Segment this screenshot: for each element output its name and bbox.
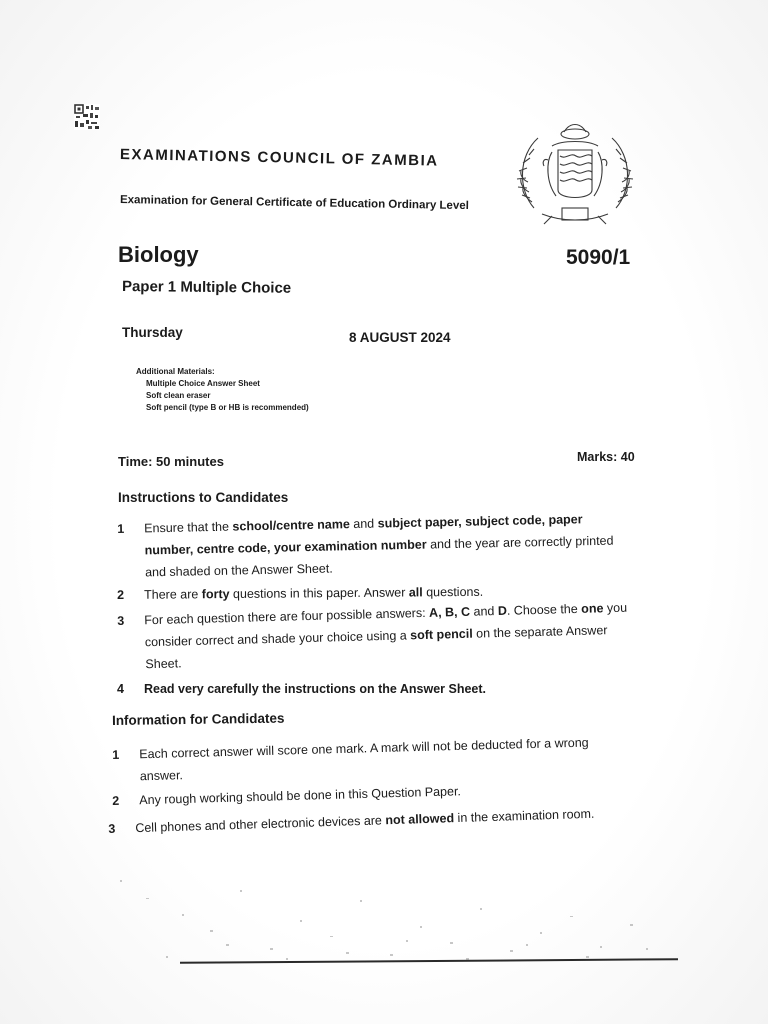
item-number: 3	[117, 613, 125, 628]
item-text: Any rough working should be done in this Question Paper.	[139, 784, 462, 808]
item-number: 1	[112, 747, 120, 762]
exam-date: 8 AUGUST 2024	[349, 330, 451, 345]
qr-code-icon	[74, 104, 100, 130]
item-number: 2	[112, 793, 120, 808]
time-allowed: Time: 50 minutes	[118, 454, 224, 469]
subject-name: Biology	[118, 242, 199, 267]
item-text: Cell phones and other electronic devices are not allowed in the examination room.	[135, 806, 595, 836]
item-text: Read very carefully the instructions on the Answer Sheet.	[144, 682, 486, 696]
print-bleedthrough-texture	[80, 860, 680, 970]
paper-title: Paper 1 Multiple Choice	[121, 278, 292, 297]
additional-materials	[136, 366, 309, 414]
item-text: For each question there are four possible answers: A, B, C and D. Choose the one you consider correct and shade your choice using a soft pencil on the separate Answer Sheet.	[144, 600, 628, 672]
item-number: 3	[108, 821, 116, 836]
instructions-heading: Instructions to Candidates	[118, 490, 289, 505]
materials-item: Soft clean eraser	[146, 391, 211, 400]
exam-title: Examination for General Certificate of Education Ordinary Level	[119, 194, 469, 213]
materials-heading: Additional Materials:	[136, 367, 215, 376]
item-text: Ensure that the school/centre name and subject paper, subject code, paper number, centre code, your examination number and the year are correctly printed and shaded on the Answer Sheet.	[144, 512, 614, 580]
council-name: EXAMINATIONS COUNCIL OF ZAMBIA	[119, 146, 439, 170]
materials-item: Soft pencil (type B or HB is recommended)	[146, 403, 309, 412]
exam-day: Thursday	[122, 325, 183, 340]
total-marks: Marks: 40	[577, 450, 635, 464]
paper-code: 5090/1	[566, 246, 631, 269]
item-number: 4	[117, 682, 124, 696]
item-number: 1	[117, 521, 125, 536]
information-heading: Information for Candidates	[111, 710, 285, 728]
item-text: Each correct answer will score one mark. A mark will not be deducted for a wrong answer.	[139, 735, 589, 784]
materials-item: Multiple Choice Answer Sheet	[146, 379, 260, 388]
coat-of-arms-emblem	[512, 120, 638, 230]
item-number: 2	[117, 587, 125, 602]
item-text: There are forty questions in this paper. Answer all questions.	[144, 584, 484, 602]
